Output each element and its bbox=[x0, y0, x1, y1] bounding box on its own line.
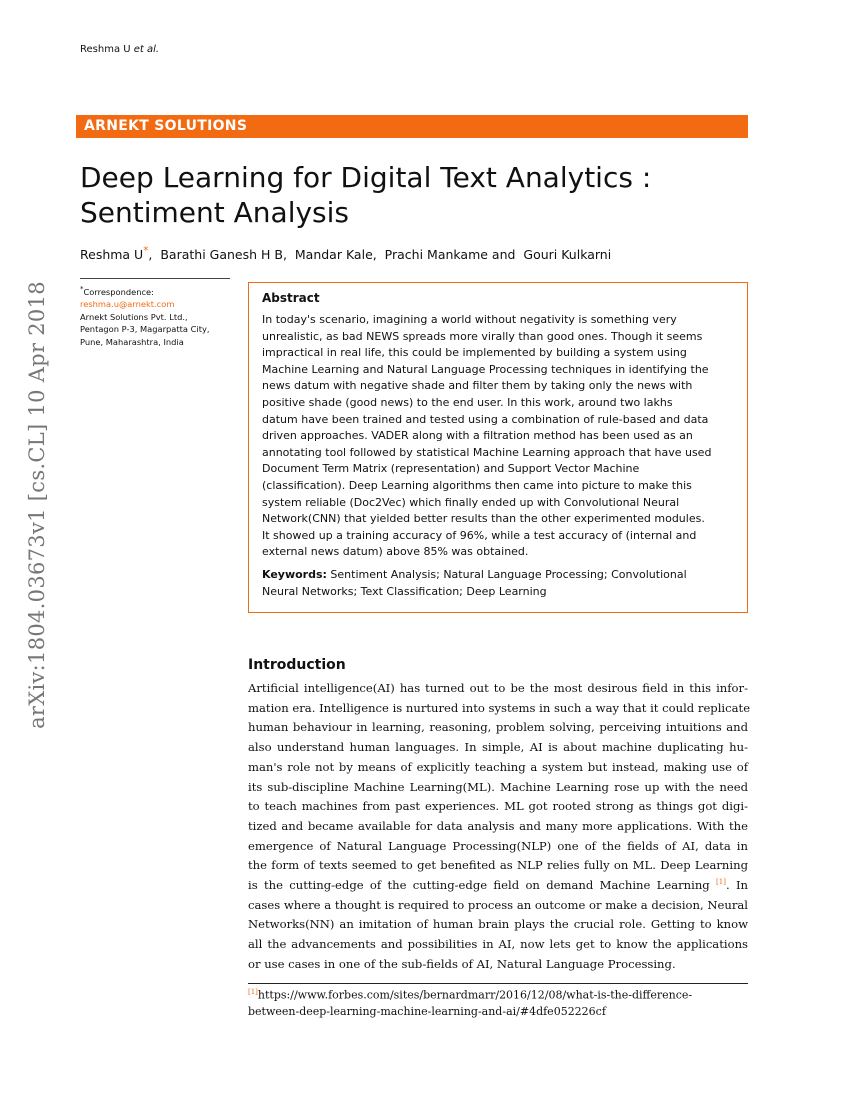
section-heading: Introduction bbox=[248, 657, 346, 673]
introduction-line: the form of texts seemed to get benefited as NLP relies fully on ML. Deep Learning bbox=[248, 858, 748, 873]
paper-title bbox=[80, 160, 651, 230]
correspondence-label: Correspondence: bbox=[83, 286, 154, 297]
introduction-line: its sub-discipline Machine Learning(ML). Machine Learning rose up with the need bbox=[248, 779, 748, 794]
introduction-line: also understand human languages. In simple, AI is about machine duplicating hu- bbox=[248, 740, 748, 755]
introduction-line: emergence of Natural Language Processing(NLP) one of the fields of AI, data in bbox=[248, 838, 748, 853]
correspondence-mark: * bbox=[80, 285, 84, 293]
address-line: Arnekt Solutions Pvt. Ltd., bbox=[80, 311, 188, 322]
keywords-text: Neural Networks; Text Classification; Deep Learning bbox=[262, 585, 547, 598]
footnote-rule bbox=[248, 983, 748, 984]
correspondence-mark: * bbox=[143, 245, 149, 257]
title-line: Sentiment Analysis bbox=[80, 196, 349, 229]
introduction-line: mation era. Intelligence is nurtured into systems in such a way that it could replicate bbox=[248, 700, 751, 715]
introduction-line: or use cases in one of the sub-fields of AI, Natural Language Processing. bbox=[248, 956, 676, 971]
publisher-bar: ARNEKT SOLUTIONS bbox=[76, 115, 748, 138]
abstract-heading: Abstract bbox=[262, 291, 320, 305]
introduction-line: tized and became available for data analysis and many more applications. With the bbox=[248, 818, 748, 833]
footnote-mark: [1] bbox=[248, 988, 258, 996]
running-head bbox=[80, 44, 159, 55]
citation-link[interactable]: [1] bbox=[716, 878, 726, 887]
author-list bbox=[80, 245, 611, 262]
abstract-line: positive shade (good news) to the end user. In this work, around two lakhs bbox=[262, 396, 673, 409]
address-line: Pentagon P-3, Magarpatta City, bbox=[80, 324, 210, 335]
abstract-line: news datum with negative shade and filter them by taking only the news with bbox=[262, 379, 693, 393]
title-line: Deep Learning for Digital Text Analytics : bbox=[80, 161, 652, 194]
correspondence-block bbox=[80, 283, 210, 348]
abstract-line: Machine Learning and Natural Language Processing techniques in identifying the bbox=[262, 362, 709, 376]
abstract-line: impractical in real life, this could be implemented by building a system using bbox=[262, 346, 687, 360]
introduction-line: Networks(NN) an imitation of human brain plays the crucial role. Getting to know bbox=[248, 917, 748, 932]
footnote-url[interactable]: between-deep-learning-machine-learning-and-ai/#4dfe052226cf bbox=[248, 1005, 606, 1018]
abstract-line: Network(CNN) that yielded better results than the other experimented modules. bbox=[262, 512, 705, 526]
abstract-line: system reliable (Doc2Vec) which finally ended up with Convolutional Neural bbox=[262, 495, 680, 509]
running-head-etal: et al. bbox=[133, 44, 160, 55]
divider bbox=[80, 278, 230, 279]
abstract-line: In today's scenario, imagining a world without negativity is something very bbox=[262, 313, 677, 326]
footnote-line bbox=[248, 988, 692, 1002]
abstract-line: (classification). Deep Learning algorithms then came into picture to make this bbox=[262, 479, 692, 492]
introduction-line: man's role not by means of explicitly teaching a system but instead, making use of bbox=[248, 759, 748, 774]
footnote-url[interactable]: https://www.forbes.com/sites/bernardmarr/2016/12/08/what-is-the-difference- bbox=[257, 988, 693, 1002]
introduction-line: to teach machines from past experiences. ML got rooted strong as things got digi- bbox=[248, 799, 748, 814]
introduction-line: all the advancements and possibilities in AI, now lets get to know the applications bbox=[248, 937, 748, 952]
abstract-line: annotating tool followed by statistical Machine Learning approach that have used bbox=[262, 445, 712, 459]
keywords-line bbox=[262, 568, 687, 581]
abstract-line: unrealistic, as bad NEWS spreads more virally than good ones. Though it seems bbox=[262, 329, 703, 343]
abstract-line: Document Term Matrix (representation) and Support Vector Machine bbox=[262, 462, 640, 476]
introduction-line: human behaviour in learning, reasoning, problem solving, perceiving intuitions and bbox=[248, 720, 748, 735]
abstract-line: external news datum) above 85% was obtained. bbox=[262, 545, 529, 559]
author-rest: , Barathi Ganesh H B, Mandar Kale, Prachi Mankame and Gouri Kulkarni bbox=[148, 247, 612, 263]
correspondence-email-link[interactable]: reshma.u@arnekt.com bbox=[80, 299, 175, 310]
running-head-author: Reshma U bbox=[80, 44, 131, 55]
author-first: Reshma U bbox=[80, 247, 144, 263]
keywords-text: Sentiment Analysis; Natural Language Processing; Convolutional bbox=[326, 568, 687, 581]
abstract-line: datum have been trained and tested using a combination of rule-based and data bbox=[262, 412, 709, 426]
address-line: Pune, Maharashtra, India bbox=[80, 336, 184, 347]
introduction-line: cases where a thought is required to process an outcome or make a decision, Neural bbox=[248, 897, 748, 912]
introduction-line: Artificial intelligence(AI) has turned out to be the most desirous field in this infor- bbox=[248, 681, 748, 695]
abstract-line: It showed up a training accuracy of 96%, while a test accuracy of (internal and bbox=[262, 528, 697, 542]
keywords-label: Keywords: bbox=[262, 568, 327, 581]
introduction-line: is the cutting-edge of the cutting-edge field on demand Machine Learning [1]. In bbox=[248, 878, 749, 892]
arxiv-identifier: arXiv:1804.03673v1 [cs.CL] 10 Apr 2018 bbox=[25, 281, 49, 729]
abstract-line: driven approaches. VADER along with a filtration method has been used as an bbox=[262, 429, 693, 443]
